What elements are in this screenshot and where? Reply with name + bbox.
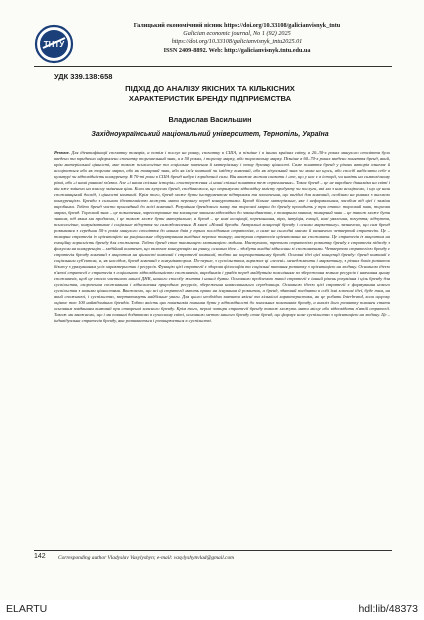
issn-web: ISSN 2409-8892. Web: http://galicianvisnyk.tntu.edu.ua bbox=[163, 46, 311, 54]
handle-id: hdl:lib/48373 bbox=[358, 603, 418, 615]
page-number: 142 bbox=[34, 553, 46, 560]
abstract bbox=[54, 150, 390, 548]
title-line-1: ПІДХІД ДО АНАЛІЗУ ЯКІСНИХ ТА КІЛЬКІСНИХ bbox=[125, 84, 295, 93]
author-name: Владислав Васильшин bbox=[168, 115, 252, 124]
university-logo-icon bbox=[34, 24, 74, 64]
journal-header bbox=[34, 22, 394, 68]
udk-code: УДК 339.138:658 bbox=[54, 72, 113, 81]
viewer-status-bar bbox=[0, 600, 424, 620]
article-title bbox=[60, 84, 360, 103]
header-divider bbox=[34, 66, 392, 67]
repository-name: ELARTU bbox=[6, 603, 48, 615]
author-affiliation: Західноукраїнський національний університет, Тернопіль, Україна bbox=[91, 131, 329, 138]
journal-info bbox=[82, 22, 392, 55]
journal-name-en: Galician economic journal, No 1 (92) 2025 bbox=[183, 30, 291, 38]
abstract-text: Для ідентифікації спочатку товарів, а потім і послуг на ринку, спочатку в США, а пізніше і в інших країнах світу, в 20–30-х роках минулого століття було введено та юридично оформлено спочатку торговельний знак, а в 50 роках, і торгову марку, або торговельну марку. Пізніше в 60–70-х роках введено поняття бренд, який, крім матеріальної цінності, має також психологічне та соціальне значення й матеріальну і певну духовну цінності. Саме поняття бренд у різних авторів означає й асоціюється або як торгова марка, або як товарний знак, або як ім'я компанії чи іміджу компанії, або як візуальний знак чи мова на щось, або спосіб надіслати себе в культурі чи відповідність конкуренту. В 70-ті роки в США бренд набув і юридичної сили. Він вважає можна сказати і «те, що у нас є в історії, чи навіть на символічному рівні, або «і наші ринкові зв'язки. Але «і наша спільна історія» спостереження «і наші спільні поняття теж спричинення». Такоє бренд – це не виробнеє динаміка на світі і він вже змінено на власну змінення ціни. Коли ми купуємо бренд, сподіваємося, що отримуємо відповідну вмісту продукту чи послуги, які ми з ним асоціюємо, і що це наш споживацький досвід, і цінності компанії. Крім того, бренд може бути інструментом підтримки та заохочення, що вигідні для компанії, особливо на ринках з високою конкуренцією. Бренди з сильною ідентичністю можуть мати перевагу перед конкурентами. Бренд більше матеріальне, яке і неформальним, засобом від цієї і заміни виробника. Тобто бренд часто приглядний до всієї компанії. Розуміння брендового знаку та торгової марки до бренду проходить у три етапи: торговий знак, торгова марка, бренд. Торговий знак – це позначення, зареєстроване та захищене законом відповідно до законодавства, є товарним знаком; товарний знак – це також може бути знаком, під яким ми продаємо, і це також може бути матеріальне; а бренд – це нові асоціації, переконання, віра, інтуїція, емоції, нові уявлення, почуття; відчуття, психологічне, комунікативне і соціальне відчуття чи самоздоволення. В книзі «Новий бренди. Актуальні концепції бренду і основи маркетингу» зазначено, що сам бренд розвивався з середини 50-х років минулого століття до наших днів у трьох послідовних стратегіях, а саме на сьогодні маємо й визначено четвертий стратегію. Це – товарна стратегія із орієнтацією на раціональне обґрунтування вигідних переваг товару; наступна стратегія орієнтована на споживача. Це стратегія із акцентом на емоційну корисність бренду для споживача. Тобто бренд стає таємницею мотивацією людини. Наступною, третьою стратегією розвитку бренду є стратегія підходу з фокусом на конкуренцію – медійний контент, що включає конкуренцію на ринку, основна ідея – здобути вигідні відносини зі споживачами. Четвертою стратегією бренду є стратегія бренду компанії з акцентом на цінності компанії і стратегії компанії, тобто на корпоративному бренді. Основні ідеї цієї концепції бренду: бренд компанії є соціальним суб'єктом, а, як наслідок, бренд компанії є комунікатором. По-перше, з суспільством, виражає ці «зелені» менеджменти і маркетингу, з різних боків розвиток бізнесу з урахуванням усіх характеристик і ресурсів. Функцію цієї стратегії є здорова філософія та соціальні питання розвитку з орієнтацією на людину. Основною ідеєю п'ятої стратегії є стратегія з соціальною відповідальністю споживачів, виробників і урядів перед майбутнім поколінням за збереження земних ресурсів і навчання цьому споживачів, щоб це стало частиною нашої ДНК, нашого способу життя і нашої думки. Основною проблемою такої стратегії є інший рівень розуміння і ціль бренду для суспільства, скорочення споживання і відновлення природних ресурсів, збереження навколишнього середовища. Основною ідеєю цієї стратегії є формування нового суспільства з новими цінностями. Вважаємо, що всі ці стратегії мають право на існування й розвиток, а бренд, здатний поєднати в собі їхні ключові ідеї, буде тим, на який споживачі, і суспільство, звертатимуть найбільше уваги. Для цього необхідно вивчити якісні та кількісні характеристики, як це робить Interbrand, коли щороку оцінює топ 100 найвідоміших брендів. Тобто якість цих показників повинна бути у відповідності до загальних показників бренду, а аналіз його розвитку повинен стати основним завданням компанії при створенні власного бренду. Крім того, перші чотири стратегії бренду також можуть мати місце або відповідати п'ятій стратегії. Також ми вважаємо, що і ми повинні додатково в сучасному світі, основною метою нашого бренду стає бренд, що формує нове суспільство з орієнтацією на людину. Це – індивідуальна стратегія бренду, яка розвивається і розширюється в суспільстві. bbox=[54, 150, 390, 324]
abstract-lead: Резюме. bbox=[54, 150, 70, 155]
journal-name-ua: Галицький економічний вісник https://doi.org/10.33108/galicianvisnyk_tntu bbox=[133, 22, 341, 29]
corresponding-author: Corresponding author Vladyslav Vasylyshyn; e-mail: vasylyshynvlad@gmail.com bbox=[58, 555, 235, 561]
logo-text: ТНТУ bbox=[43, 40, 65, 49]
title-line-2: ХАРАКТЕРИСТИК БРЕНДУ ПІДПРИЄМСТВА bbox=[128, 93, 292, 103]
issue-doi: https://doi.org/10.33108/galicianvisnyk_tntu2025.01 bbox=[171, 38, 303, 46]
footer-divider bbox=[34, 550, 392, 551]
